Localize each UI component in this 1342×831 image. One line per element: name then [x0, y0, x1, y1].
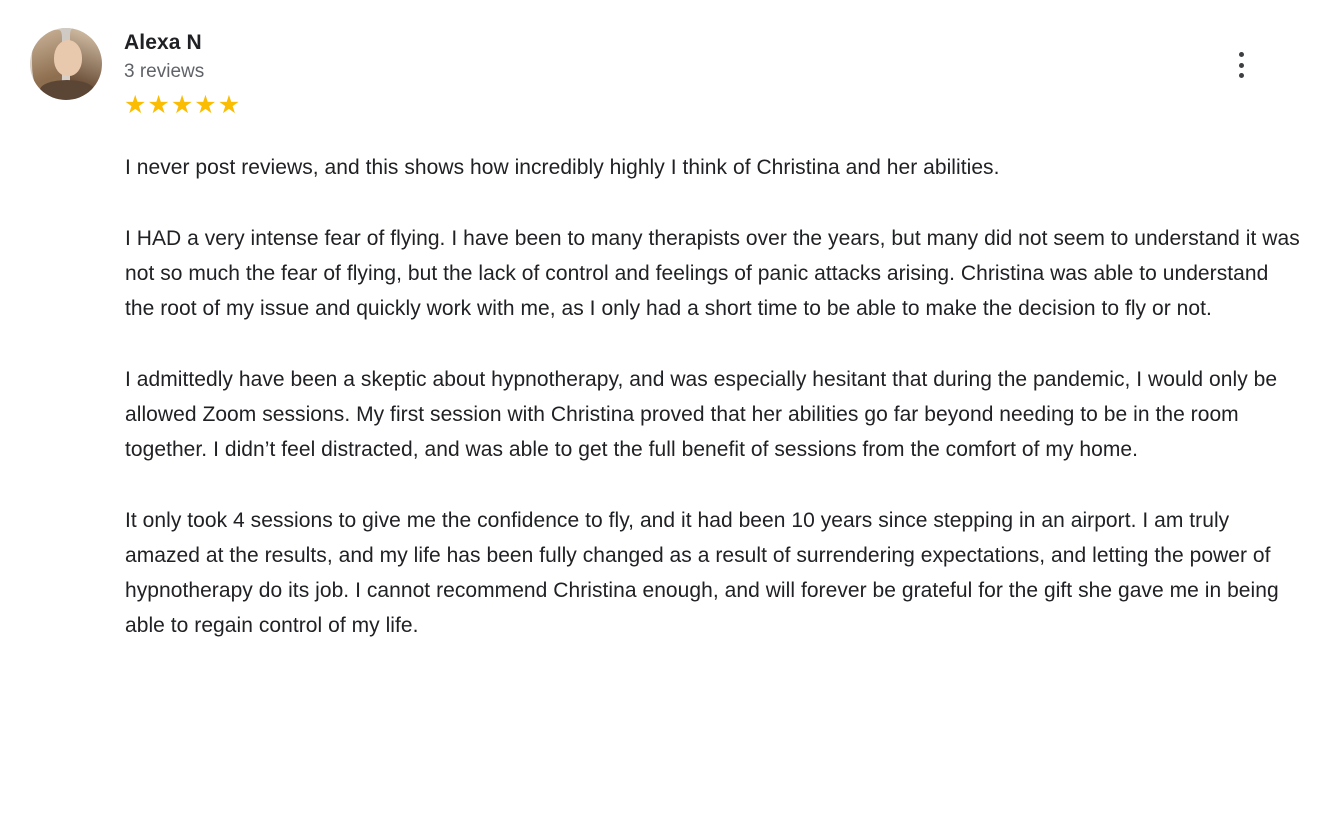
reviewer-review-count: 3 reviews	[124, 61, 205, 82]
reviewer-name: Alexa N	[124, 31, 202, 54]
more-options-dot-1	[1239, 52, 1244, 57]
review-paragraph-1: I never post reviews, and this shows how incredibly highly I think of Christina and her abilities.	[125, 156, 1000, 179]
star-rating	[124, 92, 241, 118]
review-header	[30, 28, 1302, 118]
reviewer-info	[124, 28, 241, 118]
avatar-face	[54, 40, 82, 76]
star-icon-2: ★	[147, 91, 171, 119]
star-icon-1: ★	[124, 91, 148, 119]
star-icon-5: ★	[217, 91, 242, 119]
star-icon-4: ★	[194, 91, 218, 119]
more-options-dot-3	[1239, 73, 1244, 78]
star-icon-3: ★	[170, 91, 195, 119]
review-paragraph-4: It only took 4 sessions to give me the confidence to fly, and it had been 10 years since stepping in an airport. I am truly amazed at the results, and my life has been fully changed as a result of surrendering expectations, and letting the power of hypnotherapy do its job. I cannot recommend Christina enough, and will forever be grateful for the gift she gave me in being able to regain control of my life.	[125, 509, 1279, 637]
more-options-dot-2	[1239, 63, 1244, 68]
review-paragraph-3: I admittedly have been a skeptic about hypnotherapy, and was especially hesitant that during the pandemic, I would only be allowed Zoom sessions. My first session with Christina proved that her abilities go far beyond needing to be in the room together. I didn’t feel distracted, and was able to get the full benefit of sessions from the comfort of my home.	[125, 368, 1278, 461]
more-options-icon[interactable]	[1228, 48, 1254, 82]
avatar[interactable]	[30, 28, 102, 100]
avatar-shoulders	[40, 80, 94, 100]
review-paragraph-2: I HAD a very intense fear of flying. I have been to many therapists over the years, but many did not seem to understand it was not so much the fear of flying, but the lack of control and feelings of panic attacks arising. Christina was able to understand the root of my issue and quickly work with me, as I only had a short time to be able to make the decision to fly or not.	[125, 227, 1300, 320]
review-text	[125, 150, 1302, 643]
